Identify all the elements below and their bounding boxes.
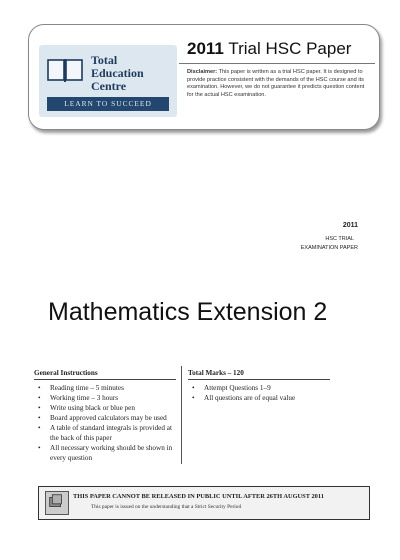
paper-title-text: Trial HSC Paper xyxy=(228,39,352,58)
logo-line-2: Education xyxy=(91,66,144,80)
instruction-item: • Working time – 3 hours xyxy=(50,393,182,403)
instruction-item: • Reading time – 5 minutes xyxy=(50,383,182,393)
logo-tagline: LEARN TO SUCCEED xyxy=(47,97,169,111)
release-notice: THIS PAPER CANNOT BE RELEASED IN PUBLIC UNTIL AFTER 26TH AUGUST 2011 xyxy=(73,493,324,500)
logo-line-1: Total xyxy=(91,53,118,67)
instruction-item: • All necessary working should be shown in every question xyxy=(50,443,182,463)
disclaimer-label: Disclaimer: xyxy=(187,69,218,75)
title-rule xyxy=(179,63,375,64)
marks-item: • All questions are of equal value xyxy=(204,393,368,403)
total-marks xyxy=(188,368,368,403)
instruction-item: • Write using black or blue pen xyxy=(50,403,182,413)
side-line-1: HSC TRIAL xyxy=(325,236,354,242)
disclaimer-text: This paper is written as a trial HSC paper. It is designed to provide practice consistent with the demands of the HSC course and its examination. However, we do not guarantee it predicts question content for the actual HSC examination. xyxy=(187,69,365,98)
paper-title xyxy=(187,39,351,59)
instructions-heading: General Instructions xyxy=(34,368,176,380)
instruction-item: • Board approved calculators may be used xyxy=(50,413,182,423)
logo xyxy=(39,45,177,117)
header-box xyxy=(28,24,380,130)
side-line-2: EXAMINATION PAPER xyxy=(300,245,358,251)
marks-heading: Total Marks – 120 xyxy=(188,368,330,380)
logo-name xyxy=(91,54,144,93)
disclaimer xyxy=(187,69,367,99)
instructions-list xyxy=(34,383,182,463)
marks-item: • Attempt Questions 1–9 xyxy=(204,383,368,393)
security-notice: This paper is issued on the understanding that a Strict Security Period xyxy=(91,504,242,510)
security-stamp-icon xyxy=(45,491,69,515)
side-year: 2011 xyxy=(342,222,358,229)
open-book-icon xyxy=(47,57,83,83)
logo-line-3: Centre xyxy=(91,79,127,93)
paper-year: 2011 xyxy=(187,39,224,58)
column-divider xyxy=(181,366,182,464)
general-instructions xyxy=(34,368,182,463)
subject-title: Mathematics Extension 2 xyxy=(48,298,328,326)
security-footer xyxy=(38,486,370,520)
marks-list xyxy=(188,383,368,403)
instruction-item: • A table of standard integrals is provided at the back of this paper xyxy=(50,423,182,443)
